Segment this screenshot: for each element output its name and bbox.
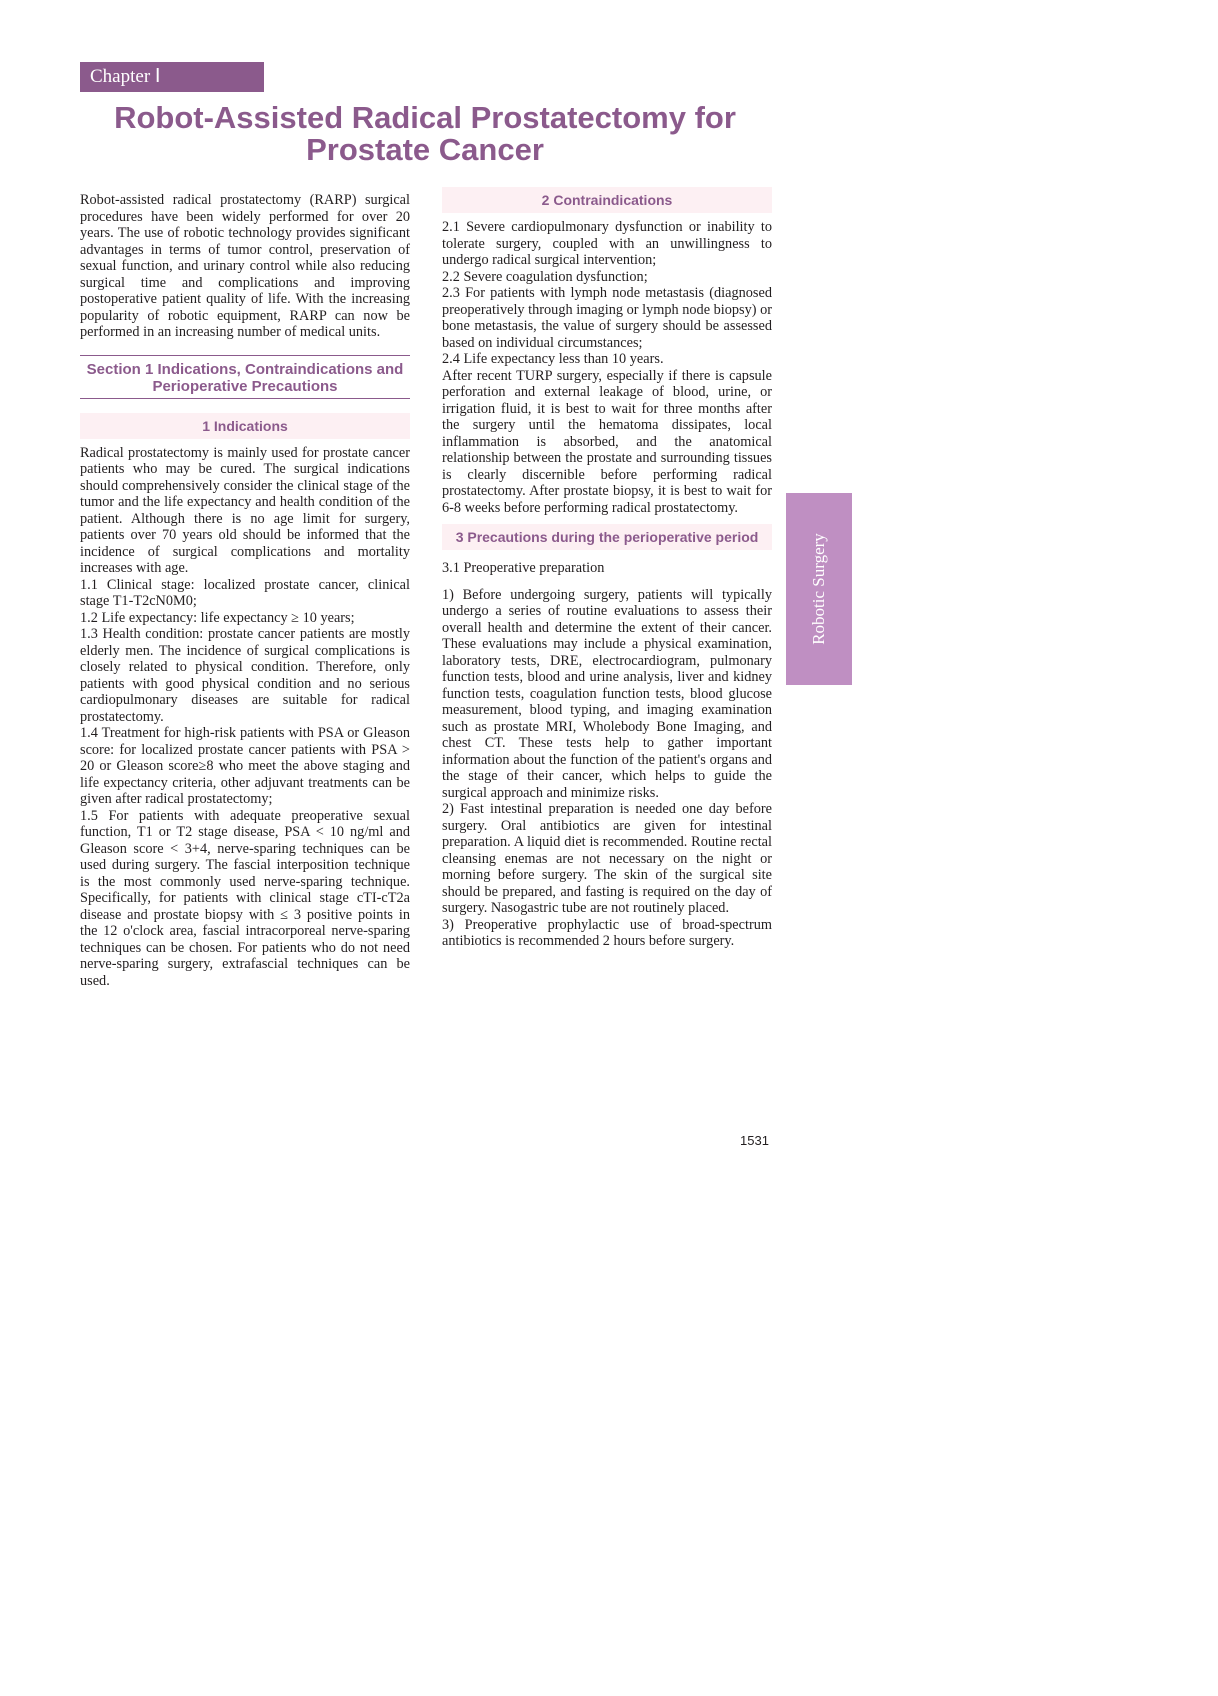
side-tab [786,493,852,685]
contraindication-item: 2.2 Severe coagulation dysfunction; [442,268,648,285]
indication-item: 1.5 For patients with adequate preoperative sexual function, T1 or T2 stage disease, PSA < 10 ng/ml and Gleason score < 3+4, nerve-sparing techniques can be used during surgery. The fascial interposition technique is the most commonly used nerve-sparing technique. Specifically, for patients with clinical stage cTI-cT2a disease and prostate biopsy with ≤ 3 positive points in the 12 o'clock area, fascial intracorporeal nerve-sparing techniques can be chosen. For patients who do not need nerve-sparing surgery, extrafascial techniques can be used. [80,807,410,989]
chapter-label: Chapter Ⅰ [80,62,264,92]
right-column [442,187,772,950]
precautions-heading: 3 Precautions during the perioperative period [442,524,772,550]
section-heading: Section 1 Indications, Contraindications and Perioperative Precautions [80,355,410,399]
contraindication-item: 2.1 Severe cardiopulmonary dysfunction or inability to tolerate surgery, coupled with an unwillingness to undergo radical surgical intervention; [442,219,772,268]
preop-heading: 3.1 Preoperative preparation [442,560,605,576]
indication-item: 1.2 Life expectancy: life expectancy ≥ 10 years; [80,609,355,626]
page-title: Robot-Assisted Radical Prostatectomy for Prostate Cancer [114,100,736,167]
left-column [80,192,410,989]
preop-item: 3) Preoperative prophylactic use of broad-spectrum antibiotics is recommended 2 hours before surgery. [442,916,772,949]
preop-item: 2) Fast intestinal preparation is needed one day before surgery. Oral antibiotics are given for intestinal preparation. A liquid diet is recommended. Routine rectal cleansing enemas are not necessary on the night or morning before surgery. The skin of the surgical site should be prepared, and fasting is required on the day of surgery. Nasogastric tube are not routinely placed. [442,801,772,916]
indication-item: 1.4 Treatment for high-risk patients with PSA or Gleason score: for localized prostate cancer patients with PSA > 20 or Gleason score≥8 who meet the above staging and life expectancy criteria, other adjuvant treatments can be given after radical prostatectomy; [80,725,410,807]
contraindications-heading: 2 Contraindications [442,187,772,213]
preop-item: 1) Before undergoing surgery, patients will typically undergo a series of routine evaluations to assess their overall health and determine the extent of their cancer. These evaluations may include a physical examination, laboratory tests, DRE, electrocardiogram, pulmonary function tests, blood and urine analysis, liver and kidney function tests, coagulation function tests, blood glucose measurement, blood typing, and imaging examination such as prostate MRI, Wholebody Bone Imaging, and chest CT. These tests help to gather important information about the function of the patient's organs and the stage of their cancer, which helps to guide the surgical approach and minimize risks. [442,586,772,801]
contraindication-note: After recent TURP surgery, especially if there is capsule perforation and external leakage of blood, urine, or irrigation fluid, it is best to wait for three months after the surgery until the hematoma dissipates, local inflammation is absorbed, and the anatomical relationship between the prostate and surrounding tissues is clearly discernible before performing radical prostatectomy. After prostate biopsy, it is best to wait for 6-8 weeks before performing radical prostatectomy. [442,367,772,516]
side-tab-label: Robotic Surgery [809,533,829,645]
intro-paragraph: Robot-assisted radical prostatectomy (RARP) surgical procedures have been widely performed for over 20 years. The use of robotic technology provides significant advantages in terms of tumor control, preservation of sexual function, and urinary control while also reducing surgical time and complications and improving postoperative patient quality of life. With the increasing popularity of robotic equipment, RARP can now be performed in an increasing number of medical units. [80,192,410,340]
indication-item: 1.3 Health condition: prostate cancer patients are mostly elderly men. The incidence of surgical complications is closely related to physical condition. Therefore, only patients with good physical condition and no serious cardiopulmonary diseases are suitable for radical prostatectomy. [80,626,410,725]
page-number: 1531 [740,1133,769,1148]
contraindication-item: 2.3 For patients with lymph node metastasis (diagnosed preoperatively through imaging or lymph node biopsy) or bone metastasis, the value of surgery should be assessed based on individual circumstances; [442,285,772,351]
contraindication-item: 2.4 Life expectancy less than 10 years. [442,351,664,367]
indication-item: 1.1 Clinical stage: localized prostate cancer, clinical stage T1-T2cN0M0; [80,576,410,609]
indications-intro: Radical prostatectomy is mainly used for prostate cancer patients who may be cured. The surgical indications should comprehensively consider the clinical stage of the tumor and the life expectancy and health condition of the patient. Although there is no age limit for surgery, patients over 70 years old should be informed that the incidence of surgical complications and mortality increases with age. [80,444,410,576]
indications-heading: 1 Indications [80,413,410,439]
